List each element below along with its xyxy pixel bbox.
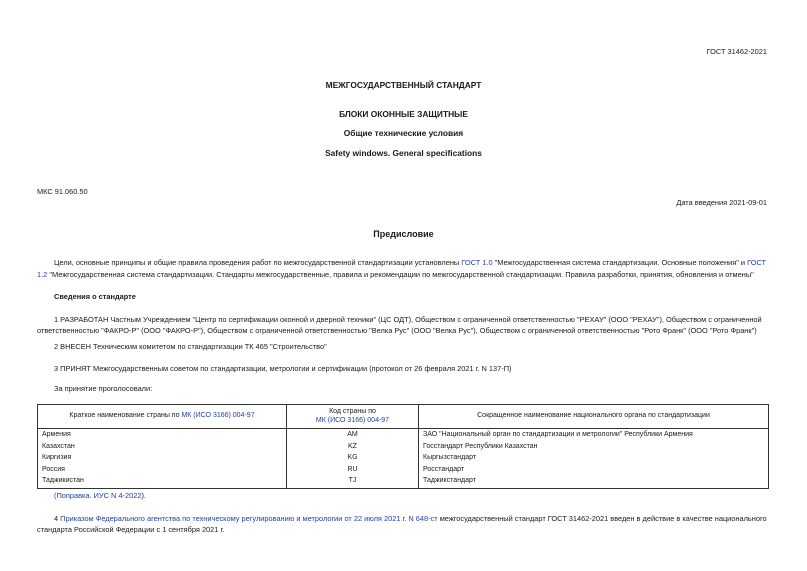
- table-row: [38, 476, 769, 488]
- country-name-header: Краткое наименование страны по МК (ИСО 3166) 004-97: [38, 405, 287, 429]
- voting-states-table: [37, 404, 769, 489]
- adopted-by-paragraph: 3 ПРИНЯТ Межгосударственным советом по стандартизации, метрологии и сертификации (протокол от 26 февраля 2021 г. N 137-П): [54, 364, 512, 373]
- amendment-note: (Поправка. ИУС N 4-2022).: [54, 491, 146, 500]
- country-cell: Казахстан: [38, 442, 287, 454]
- foreword-heading: Предисловие: [373, 229, 434, 239]
- goals-text-c: "Межгосударственная система стандартизации. Стандарты межгосударственные, правила и рекомендации по межгосударственной стандартизации. Правила разработки, принятия, обновления и отмены": [47, 270, 754, 279]
- code-cell: KG: [287, 453, 419, 465]
- introduced-by-paragraph: 2 ВНЕСЕН Техническим комитетом по стандартизации ТК 465 "Строительство": [54, 342, 327, 351]
- table-row: [38, 465, 769, 477]
- gost-1-2-link[interactable]: ГОСТ 1.2: [37, 258, 767, 279]
- standard-subtitle: Общие технические условия: [343, 128, 464, 138]
- table-row: [38, 442, 769, 454]
- body-cell: ЗАО "Национальный орган по стандартизации и метрологии" Республики Армения: [419, 429, 769, 442]
- code-cell: KZ: [287, 442, 419, 454]
- table-row: [38, 453, 769, 465]
- country-cell: Таджикистан: [38, 476, 287, 488]
- code-cell: TJ: [287, 476, 419, 488]
- goals-text-a: Цели, основные принципы и общие правила проведения работ по межгосударственной стандартизации установлены: [54, 258, 462, 267]
- amendment-link[interactable]: Поправка. ИУС N 4-2022: [56, 491, 142, 500]
- body-cell: Росстандарт: [419, 465, 769, 477]
- developed-by-paragraph: 1 РАЗРАБОТАН Частным Учреждением "Центр по сертификации оконной и дверной техники" (ЦС ОДТ), Обществом с ограниченной ответственностью "РЕХАУ" (ООО "РЕХАУ"), Обществом с ограниченной ответственностью "ФАКРО-Р" (ООО "ФАКРО-Р"), Обществом с ограниченной ответственностью "Велка Рус" (ООО "Велка Рус"), Обществом с ограниченной ответственностью "Рото Франк" (ООО "Рото Франк"): [37, 315, 762, 335]
- mk-iso-link-col2[interactable]: МК (ИСО 3166) 004-97: [315, 416, 390, 424]
- country-cell: Россия: [38, 465, 287, 477]
- country-cell: Киргизия: [38, 453, 287, 465]
- standard-english-title: Safety windows. General specifications: [325, 148, 482, 158]
- order-link[interactable]: Приказом Федерального агентства по техническому регулированию и метрологии от 22 июля 2021 г. N 648-ст: [60, 514, 438, 523]
- voted-label: За принятие проголосовали:: [54, 384, 153, 393]
- standard-name: БЛОКИ ОКОННЫЕ ЗАЩИТНЫЕ: [339, 109, 468, 119]
- table-row: [38, 429, 769, 442]
- foreword-paragraph-goals: [37, 257, 772, 281]
- code-cell: RU: [287, 465, 419, 477]
- intro-date: Дата введения 2021-09-01: [676, 198, 767, 207]
- goals-text-b: "Межгосударственная система стандартизации. Основные положения" и: [492, 258, 748, 267]
- code-cell: AM: [287, 429, 419, 442]
- gost-1-0-link[interactable]: ГОСТ 1.0: [461, 258, 493, 267]
- doc-code: ГОСТ 31462-2021: [706, 47, 767, 56]
- standards-body-header: Сокращенное наименование национального органа по стандартизации: [419, 405, 769, 429]
- table-header-row: [38, 405, 769, 429]
- standard-type: МЕЖГОСУДАРСТВЕННЫЙ СТАНДАРТ: [325, 80, 482, 90]
- body-cell: Таджикстандарт: [419, 476, 769, 488]
- mk-iso-link-col1[interactable]: МК (ИСО 3166) 004-97: [181, 412, 255, 420]
- body-cell: Госстандарт Республики Казахстан: [419, 442, 769, 454]
- country-code-header: Код страны по МК (ИСО 3166) 004-97: [287, 405, 419, 429]
- body-cell: Кыргызстандарт: [419, 453, 769, 465]
- country-cell: Армения: [38, 429, 287, 442]
- enacted-paragraph: 4 Приказом Федерального агентства по техническому регулированию и метрологии от 22 июля 2021 г. N 648-ст межгосударственный стандарт ГОСТ 31462-2021 введен в действие в качестве национального стандарта Российской Федерации с 1 сентября 2021 г.: [37, 514, 767, 534]
- info-heading: Сведения о стандарте: [54, 292, 136, 301]
- mks-code: МКС 91.060.50: [37, 187, 88, 196]
